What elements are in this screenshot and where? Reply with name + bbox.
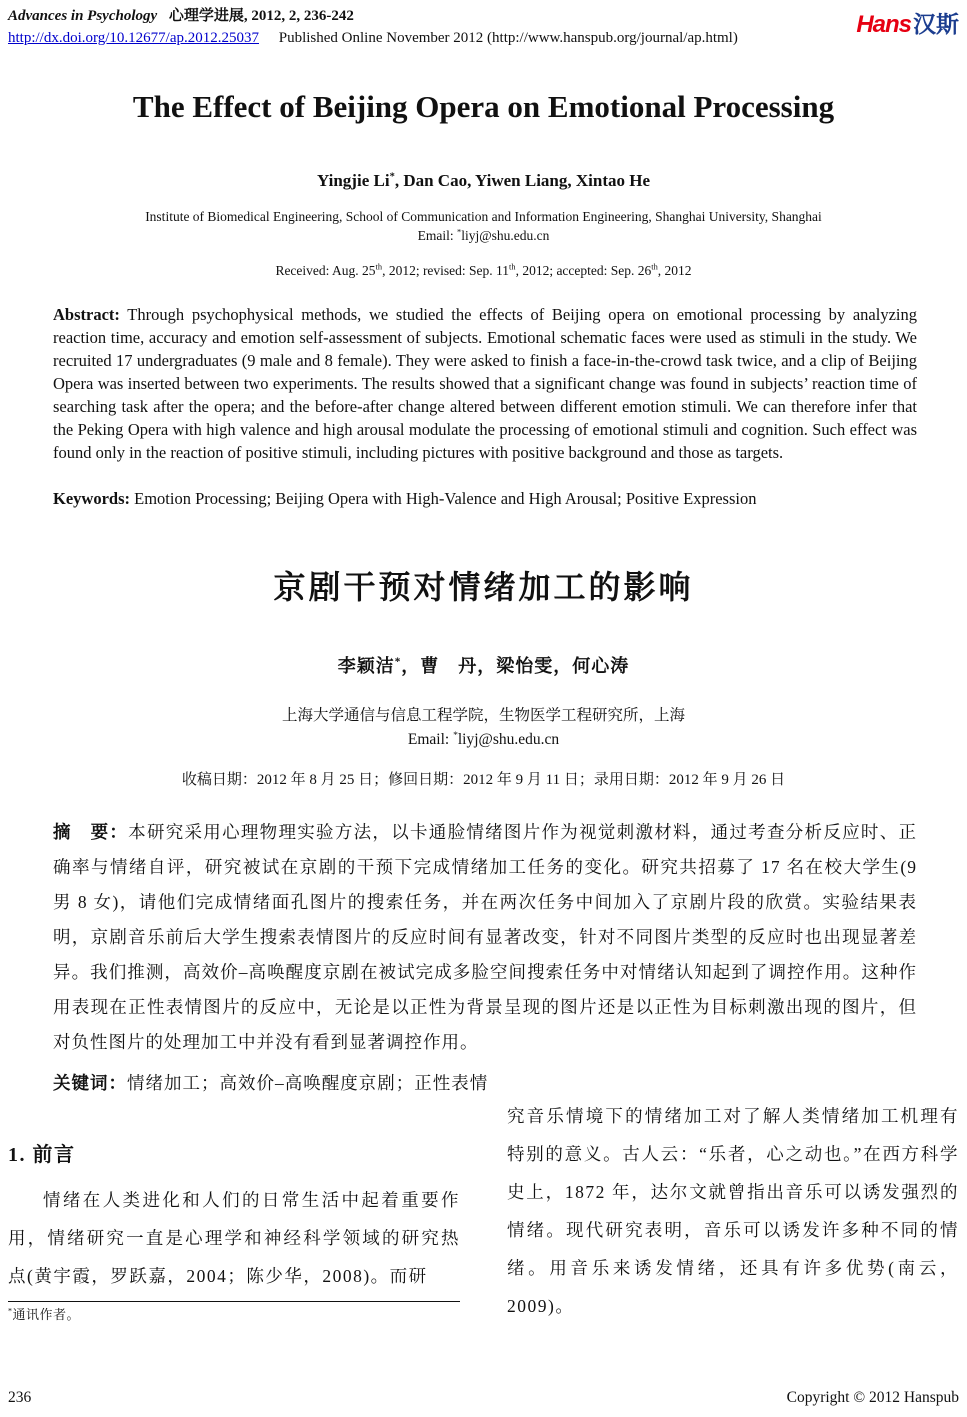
left-column-paragraph: 情绪在人类进化和人们的日常生活中起着重要作用，情绪研究一直是心理学和神经科学领域的研究热点(黄宇霞，罗跃嘉，2004；陈少华，2008)。而研	[8, 1190, 460, 1286]
affiliation-block-english	[8, 207, 959, 245]
left-column	[8, 1095, 460, 1325]
corresponding-author-footnote	[8, 1305, 460, 1325]
right-column	[507, 1095, 959, 1325]
abstract-english	[53, 303, 917, 464]
right-column-paragraph: 究音乐情境下的情绪加工对了解人类情绪加工机理有特别的意义。古人云：“乐者，心之动也。”在西方科学史上，1872 年，达尔文就曾指出音乐可以诱发强烈的情绪。现代研究表明，音乐可以诱发许多种不同的情绪。用音乐来诱发情绪，还具有许多优势(南云，2009)。	[507, 1106, 959, 1316]
keywords-label: Keywords:	[53, 489, 130, 508]
hans-logo-chinese: 汉斯	[913, 11, 959, 37]
revised-text: , 2012; revised: Sep. 11	[382, 263, 510, 278]
journal-citation-line	[8, 6, 959, 27]
author-names-rest-cn: ，曹 丹，梁怡雯，何心涛	[401, 656, 630, 676]
footnote-asterisk: *	[8, 1306, 13, 1316]
ordinal-sup: th	[509, 262, 516, 272]
authors-chinese	[8, 652, 959, 678]
email-address: liyj@shu.edu.cn	[457, 731, 560, 748]
doi-published-line	[8, 27, 959, 49]
abstract-text-cn: 本研究采用心理物理实验方法，以卡通脸情绪图片作为视觉刺激材料，通过考查分析反应时、正确率与情绪自评，研究被试在京剧的干预下完成情绪加工任务的变化。研究共招募了 17 名在校大学生(9 男 8 女)，请他们完成情绪面孔图片的搜索任务，并在两次任务中间加入了京剧片段的欣赏。实验结果表明，京剧音乐前后大学生搜索表情图片的反应时间有显著改变，针对不同图片类型的反应时也出现显著差异。我们推测，高效价–高唤醒度京剧在被试完成多脸空间搜索任务中对情绪认知起到了调控作用。这种作用表现在正性表情图片的反应中，无论是以正性为背景呈现的图片还是以正性为目标刺激出现的图片，但对负性图片的处理加工中并没有看到显著调控作用。	[53, 822, 917, 1052]
affiliation-english: Institute of Biomedical Engineering, School of Communication and Information Engineering, Shanghai University, Shanghai	[145, 209, 822, 224]
doi-link[interactable]: http://dx.doi.org/10.12677/ap.2012.25037	[8, 30, 259, 46]
received-dates-english	[8, 263, 959, 279]
author-names-rest: , Dan Cao, Yiwen Liang, Xintao He	[394, 171, 651, 190]
copyright-notice: Copyright © 2012 Hanspub	[786, 1389, 959, 1406]
affiliation-chinese: 上海大学通信与信息工程学院，生物医学工程研究所，上海	[281, 707, 685, 724]
footnote-text: 通讯作者。	[12, 1307, 81, 1322]
abstract-chinese	[53, 815, 917, 1060]
keywords-label-cn: 关键词：	[53, 1073, 127, 1093]
email-line-english	[8, 226, 959, 245]
paper-title-english: The Effect of Beijing Opera on Emotional Processing	[132, 89, 835, 124]
published-online-text: Published Online November 2012 (http://www.hanspub.org/journal/ap.html)	[278, 30, 738, 46]
abstract-label: Abstract:	[53, 305, 120, 324]
email-label: Email:	[407, 731, 454, 748]
authors-english	[8, 171, 959, 191]
paper-title-chinese: 京剧干预对情绪加工的影响	[273, 569, 694, 605]
email-label: Email:	[417, 228, 457, 243]
section-1-heading: 1. 前言	[8, 1144, 76, 1166]
abstract-label-cn: 摘 要：	[53, 822, 129, 842]
email-asterisk: *	[457, 227, 462, 237]
abstract-text: Through psychophysical methods, we studied the effects of Beijing opera on emotional processing by analyzing reaction time, accuracy and emotion self-assessment of subjects. Emotional schematic faces were used as stimuli in the study. We recruited 17 undergraduates (9 male and 8 female). They were asked to finish a face-in-the-crowd task twice, and a clip of Beijing Opera was inserted between two experiments. The results showed that a significant change was found in subjects’ reaction time of searching task after the opera; and the before-after change altered between different emotion stimuli. We can therefore infer that the Peking Opera with high valence and high arousal modulate the processing of emotional stimuli and cognition. Such effect was found only in the reaction of positive stimuli, including pictures with positive background and those as targets.	[53, 305, 917, 462]
received-dates-chinese: 收稿日期：2012 年 8 月 25 日；修回日期：2012 年 9 月 11 日；录用日期：2012 年 9 月 26 日	[181, 772, 786, 788]
email-address: liyj@shu.edu.cn	[461, 228, 550, 243]
corresponding-author-asterisk: *	[394, 656, 402, 668]
email-line-chinese	[8, 728, 959, 752]
page-number: 236	[8, 1389, 32, 1406]
author-name: Yingjie Li	[316, 171, 390, 190]
affiliation-block-chinese	[8, 704, 959, 752]
footnote-block	[8, 1301, 460, 1325]
keywords-text: Emotion Processing; Beijing Opera with High-Valence and High Arousal; Positive Expression	[130, 489, 757, 508]
keywords-text-cn: 情绪加工；高效价–高唤醒度京剧；正性表情	[127, 1073, 489, 1093]
page-footer	[8, 1389, 959, 1407]
hans-publisher-logo	[856, 6, 959, 39]
footnote-divider	[8, 1301, 460, 1302]
journal-name-chinese: 心理学进展, 2012, 2, 236-242	[168, 8, 354, 24]
ordinal-sup: th	[651, 262, 658, 272]
email-asterisk: *	[453, 729, 458, 741]
keywords-chinese	[53, 1070, 917, 1095]
author-name-cn: 李颖洁	[337, 656, 395, 676]
accepted-text: , 2012; accepted: Sep. 26	[515, 263, 652, 278]
journal-name-english: Advances in Psychology	[8, 8, 158, 24]
year-text: , 2012	[657, 263, 692, 278]
corresponding-author-asterisk: *	[389, 171, 395, 183]
ordinal-sup: th	[375, 262, 383, 272]
keywords-english	[53, 487, 917, 510]
hans-logo-latin: Hans	[856, 11, 911, 38]
journal-header	[8, 6, 959, 49]
body-columns	[8, 1095, 959, 1325]
received-text: Received: Aug. 25	[275, 263, 376, 278]
